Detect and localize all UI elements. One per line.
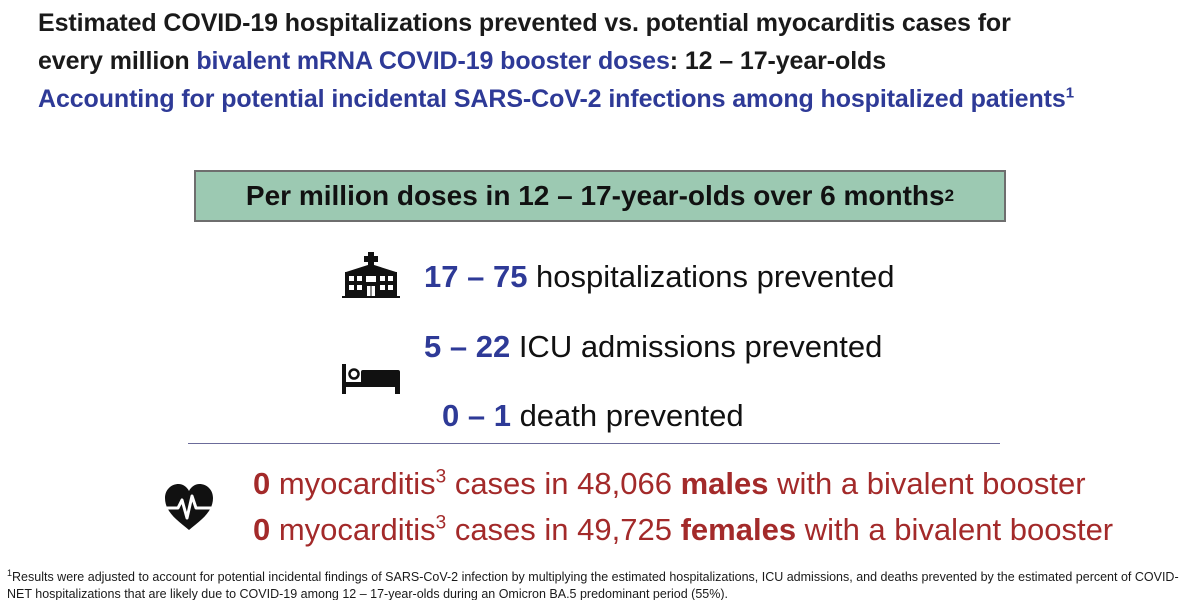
myocarditis-males bbox=[253, 466, 1086, 502]
title-line-2-suffix: : 12 – 17-year-olds bbox=[669, 47, 887, 75]
stat-icu bbox=[424, 329, 882, 365]
title-line-2-highlight: bivalent mRNA COVID-19 booster doses bbox=[196, 47, 670, 75]
males-end-text: with a bivalent booster bbox=[768, 466, 1086, 501]
males-footnote-marker: 3 bbox=[435, 466, 447, 488]
females-myocarditis-word: myocarditis bbox=[270, 512, 436, 547]
myocarditis-females bbox=[253, 512, 1113, 548]
hospital-icon bbox=[342, 252, 400, 298]
stat-hospitalizations bbox=[424, 259, 895, 295]
divider-line bbox=[188, 443, 1000, 444]
stat-deaths bbox=[442, 398, 744, 434]
females-footnote-marker: 3 bbox=[435, 512, 447, 534]
bed-icon bbox=[340, 362, 402, 394]
title-line-2 bbox=[38, 46, 886, 76]
subtitle-text: Accounting for potential incidental SARS-CoV-2 infections among hospitalized patients bbox=[38, 85, 1066, 113]
females-end-text: with a bivalent booster bbox=[796, 512, 1114, 547]
males-myocarditis-count: 0 bbox=[253, 466, 271, 501]
title-line-1-text: Estimated COVID-19 hospitalizations prevented vs. potential myocarditis cases for bbox=[38, 9, 1011, 37]
subtitle-footnote-marker: 1 bbox=[1065, 84, 1074, 102]
footnote bbox=[7, 569, 1197, 600]
males-middle-text: cases in 48,066 bbox=[446, 466, 681, 501]
subtitle bbox=[38, 84, 1074, 114]
hospitalizations-range: 17 – 75 bbox=[424, 259, 528, 294]
icu-range: 5 – 22 bbox=[424, 329, 511, 364]
hospitalizations-label: hospitalizations prevented bbox=[527, 259, 895, 294]
period-header-text: Per million doses in 12 – 17-year-olds over 6 months bbox=[245, 180, 945, 211]
footnote-text: Results were adjusted to account for potential incidental findings of SARS-CoV-2 infection by multiplying the estimated hospitalizations, ICU admissions, and deaths prevented by the estimated percent of COVID-NET hospitalizations that are likely due to COVID-19 among 12 – 17-year-olds during an Omicron BA.5 predominant period (55%). bbox=[7, 570, 1179, 600]
icu-label: ICU admissions prevented bbox=[510, 329, 883, 364]
title-line-1 bbox=[38, 8, 1011, 38]
heart-ecg-icon bbox=[163, 482, 215, 532]
deaths-range: 0 – 1 bbox=[442, 398, 511, 433]
title-line-2-prefix: every million bbox=[38, 47, 197, 75]
females-myocarditis-count: 0 bbox=[253, 512, 271, 547]
males-group: males bbox=[680, 466, 769, 501]
females-middle-text: cases in 49,725 bbox=[446, 512, 681, 547]
footnote-marker: 1 bbox=[7, 567, 13, 578]
females-group: females bbox=[680, 512, 797, 547]
period-header-box: Per million doses in 12 – 17-year-olds over 6 months 2 bbox=[194, 170, 1006, 222]
males-myocarditis-word: myocarditis bbox=[270, 466, 436, 501]
deaths-label: death prevented bbox=[510, 398, 744, 433]
